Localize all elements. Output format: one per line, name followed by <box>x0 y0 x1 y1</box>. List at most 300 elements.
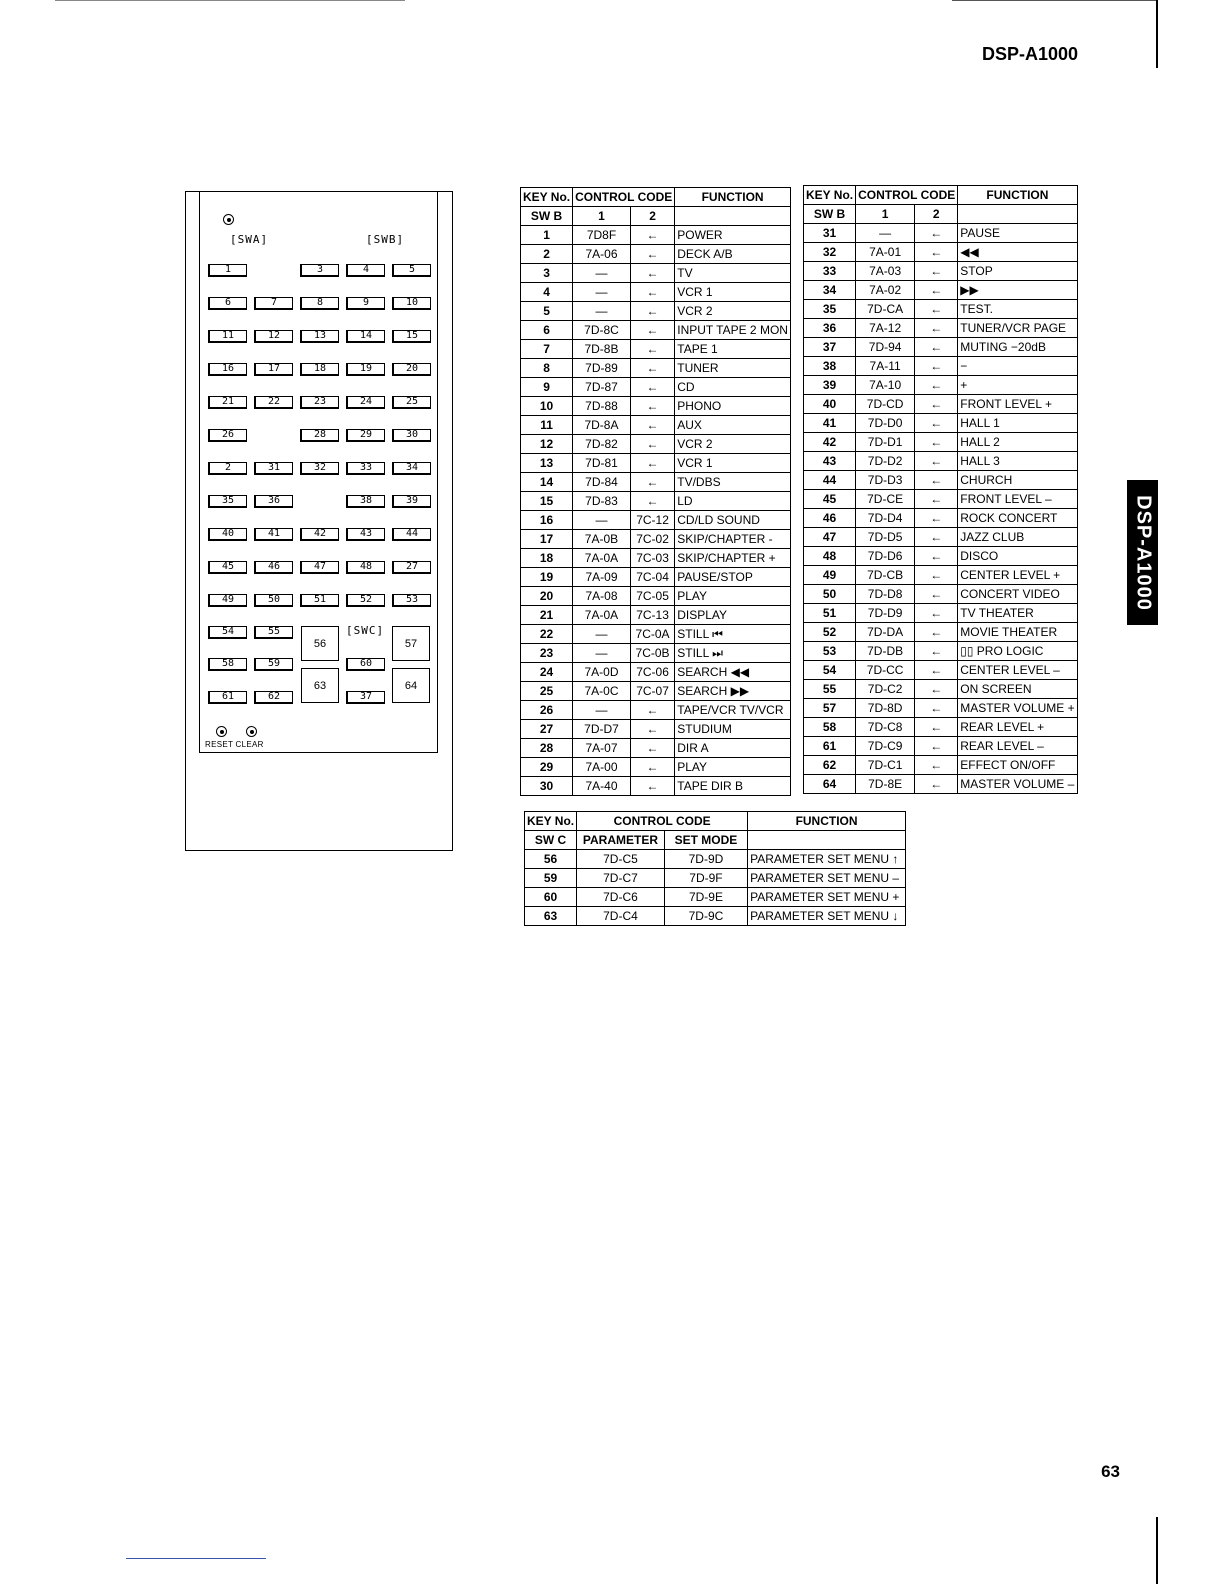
control-code-1: 7A-09 <box>573 568 631 587</box>
table-row <box>521 530 791 549</box>
table-row <box>521 739 791 758</box>
reset-switch-icon <box>216 726 227 737</box>
remote-key-large: 57 <box>392 626 430 661</box>
remote-key: 10 <box>392 297 431 310</box>
function-label: FRONT LEVEL – <box>958 490 1077 509</box>
control-code-1: 7D-83 <box>573 492 631 511</box>
function-label: INPUT TAPE 2 MON <box>675 321 791 340</box>
remote-key-large: 56 <box>301 626 339 661</box>
remote-diagram <box>185 191 453 851</box>
key-number: 51 <box>804 604 856 623</box>
function-label: VCR 2 <box>675 302 791 321</box>
remote-key: 44 <box>392 528 431 541</box>
table-row <box>804 357 1078 376</box>
remote-key: 30 <box>392 429 431 442</box>
function-label: CD/LD SOUND <box>675 511 791 530</box>
key-number: 12 <box>521 435 573 454</box>
key-number: 8 <box>521 359 573 378</box>
control-code-1: 7D-D4 <box>856 509 915 528</box>
subheader-parameter: PARAMETER <box>577 831 665 850</box>
table-row <box>804 281 1078 300</box>
control-code-2: 7C-07 <box>630 682 674 701</box>
subheader-sw: SW C <box>525 831 577 850</box>
remote-key: 62 <box>254 691 293 704</box>
remote-key: 49 <box>208 594 247 607</box>
page-number: 63 <box>1101 1462 1120 1481</box>
table-row <box>521 321 791 340</box>
remote-key: 22 <box>254 396 293 409</box>
table-row <box>804 661 1078 680</box>
remote-key: 6 <box>208 297 247 310</box>
control-code-2: ← <box>915 338 958 357</box>
function-label: TV <box>675 264 791 283</box>
remote-key: 40 <box>208 528 247 541</box>
control-code-1: 7D-D3 <box>856 471 915 490</box>
control-code-2: ← <box>915 471 958 490</box>
control-code-2: ← <box>630 264 674 283</box>
control-code-1: — <box>573 644 631 663</box>
table-row <box>525 869 906 888</box>
control-code-1: 7A-06 <box>573 245 631 264</box>
key-number: 6 <box>521 321 573 340</box>
control-code-1: 7D-82 <box>573 435 631 454</box>
control-code-2: ← <box>630 701 674 720</box>
remote-key: 50 <box>254 594 293 607</box>
remote-key: 2 <box>208 462 247 475</box>
remote-key: 38 <box>346 495 385 508</box>
control-code-2: ← <box>630 359 674 378</box>
function-label: LD <box>675 492 791 511</box>
table-row <box>521 397 791 416</box>
key-number: 25 <box>521 682 573 701</box>
table-row <box>804 509 1078 528</box>
key-number: 56 <box>525 850 577 869</box>
remote-key: 3 <box>300 264 339 277</box>
function-label: PLAY <box>675 587 791 606</box>
table-row <box>521 682 791 701</box>
remote-key: 11 <box>208 330 247 343</box>
control-code-1: 7D-8D <box>856 699 915 718</box>
key-number: 62 <box>804 756 856 775</box>
key-number: 55 <box>804 680 856 699</box>
key-number: 35 <box>804 300 856 319</box>
col-header-key-no: KEY No. <box>525 812 577 831</box>
control-code-1: 7D-87 <box>573 378 631 397</box>
control-code-2: ← <box>630 435 674 454</box>
control-code-2: ← <box>630 226 674 245</box>
control-code-2: ← <box>915 509 958 528</box>
function-label: VCR 1 <box>675 283 791 302</box>
control-code-1: 7D-D1 <box>856 433 915 452</box>
table-row <box>804 376 1078 395</box>
control-code-2: ← <box>915 699 958 718</box>
function-label: VCR 1 <box>675 454 791 473</box>
control-code-2: ← <box>915 604 958 623</box>
control-code-1: 7A-07 <box>573 739 631 758</box>
remote-key: 7 <box>254 297 293 310</box>
control-code-2: 7C-13 <box>630 606 674 625</box>
remote-key: 23 <box>300 396 339 409</box>
control-code-2: ← <box>915 300 958 319</box>
subheader-code-1: 1 <box>573 207 631 226</box>
remote-key: 24 <box>346 396 385 409</box>
function-label: SKIP/CHAPTER + <box>675 549 791 568</box>
remote-key: 16 <box>208 363 247 376</box>
table-row <box>804 623 1078 642</box>
remote-key: 47 <box>300 561 339 574</box>
function-label: TUNER/VCR PAGE <box>958 319 1077 338</box>
control-code-2: 7C-02 <box>630 530 674 549</box>
key-number: 31 <box>804 224 856 243</box>
key-number: 59 <box>525 869 577 888</box>
key-number: 1 <box>521 226 573 245</box>
table-row <box>804 680 1078 699</box>
control-code-2: ← <box>630 454 674 473</box>
function-label: PARAMETER SET MENU – <box>748 869 906 888</box>
control-code-1: 7D-C4 <box>577 907 665 926</box>
key-number: 23 <box>521 644 573 663</box>
key-number: 27 <box>521 720 573 739</box>
key-number: 14 <box>521 473 573 492</box>
control-code-1: 7A-08 <box>573 587 631 606</box>
key-number: 30 <box>521 777 573 796</box>
remote-key: 12 <box>254 330 293 343</box>
table-row <box>521 302 791 321</box>
table-row <box>804 414 1078 433</box>
control-code-2: ← <box>915 452 958 471</box>
table-row <box>804 338 1078 357</box>
key-number: 26 <box>521 701 573 720</box>
remote-key: 20 <box>392 363 431 376</box>
function-label: MOVIE THEATER <box>958 623 1077 642</box>
table-row <box>525 907 906 926</box>
col-header-control-code: CONTROL CODE <box>856 186 958 205</box>
table-row <box>804 224 1078 243</box>
remote-key: 8 <box>300 297 339 310</box>
key-number: 40 <box>804 395 856 414</box>
function-label: DECK A/B <box>675 245 791 264</box>
remote-key: 51 <box>300 594 339 607</box>
function-label: CHURCH <box>958 471 1077 490</box>
table-row <box>804 718 1078 737</box>
remote-key: 59 <box>254 658 293 671</box>
table-row <box>521 758 791 777</box>
col-header-key-no: KEY No. <box>804 186 856 205</box>
table-row <box>804 452 1078 471</box>
remote-key: 36 <box>254 495 293 508</box>
control-code-1: 7D-DA <box>856 623 915 642</box>
table-row <box>521 435 791 454</box>
control-code-2: ← <box>630 739 674 758</box>
remote-key: 29 <box>346 429 385 442</box>
control-code-2: ← <box>915 433 958 452</box>
function-label: SEARCH ▶▶ <box>675 682 791 701</box>
control-code-1: — <box>856 224 915 243</box>
remote-key-large: 63 <box>301 668 339 703</box>
table-row <box>521 644 791 663</box>
function-label: PAUSE <box>958 224 1077 243</box>
control-code-1: 7D-8B <box>573 340 631 359</box>
table-row <box>804 547 1078 566</box>
table-row <box>804 737 1078 756</box>
top-rule-right <box>952 0 1157 1</box>
remote-key: 32 <box>300 462 339 475</box>
function-label: PAUSE/STOP <box>675 568 791 587</box>
key-number: 42 <box>804 433 856 452</box>
control-code-1: 7A-11 <box>856 357 915 376</box>
control-code-1: — <box>573 283 631 302</box>
function-label: FRONT LEVEL + <box>958 395 1077 414</box>
table-row <box>521 549 791 568</box>
function-label: + <box>958 376 1077 395</box>
table-row <box>521 492 791 511</box>
function-label: VCR 2 <box>675 435 791 454</box>
control-code-1: 7D-88 <box>573 397 631 416</box>
control-code-1: 7D-84 <box>573 473 631 492</box>
function-label: CENTER LEVEL – <box>958 661 1077 680</box>
key-number: 49 <box>804 566 856 585</box>
function-label: TAPE 1 <box>675 340 791 359</box>
table-row <box>521 283 791 302</box>
table-row <box>804 319 1078 338</box>
key-number: 34 <box>804 281 856 300</box>
function-label: HALL 2 <box>958 433 1077 452</box>
function-label: HALL 3 <box>958 452 1077 471</box>
control-code-2: ← <box>630 397 674 416</box>
table-row <box>804 566 1078 585</box>
function-label: MUTING −20dB <box>958 338 1077 357</box>
clear-switch-icon <box>246 726 257 737</box>
key-number: 37 <box>804 338 856 357</box>
control-code-1: 7A-0A <box>573 606 631 625</box>
control-code-1: 7D-D6 <box>856 547 915 566</box>
key-number: 18 <box>521 549 573 568</box>
table-row <box>804 604 1078 623</box>
table-row <box>521 454 791 473</box>
function-label: TAPE/VCR TV/VCR <box>675 701 791 720</box>
key-number: 10 <box>521 397 573 416</box>
function-label: STILL ⏮ <box>675 625 791 644</box>
remote-key: 1 <box>208 264 247 277</box>
control-code-1: 7D-D0 <box>856 414 915 433</box>
control-code-2: ← <box>915 547 958 566</box>
function-label: DISPLAY <box>675 606 791 625</box>
subheader-sw: SW B <box>804 205 856 224</box>
table-row <box>525 850 906 869</box>
function-label: ON SCREEN <box>958 680 1077 699</box>
remote-key: 28 <box>300 429 339 442</box>
control-code-1: 7D-C5 <box>577 850 665 869</box>
control-code-2: ← <box>915 775 958 794</box>
key-number: 47 <box>804 528 856 547</box>
table-row <box>804 490 1078 509</box>
control-code-1: 7D-C6 <box>577 888 665 907</box>
control-code-2: ← <box>915 642 958 661</box>
control-code-1: 7D-D7 <box>573 720 631 739</box>
table-row <box>804 775 1078 794</box>
control-code-2: ← <box>915 376 958 395</box>
control-code-2: ← <box>915 490 958 509</box>
control-code-2: ← <box>630 492 674 511</box>
key-number: 15 <box>521 492 573 511</box>
control-code-2: ← <box>915 414 958 433</box>
key-number: 39 <box>804 376 856 395</box>
function-label: PARAMETER SET MENU ↑ <box>748 850 906 869</box>
function-label: ROCK CONCERT <box>958 509 1077 528</box>
control-code-1: 7A-10 <box>856 376 915 395</box>
function-label: PARAMETER SET MENU + <box>748 888 906 907</box>
control-code-1: — <box>573 625 631 644</box>
table-row <box>521 416 791 435</box>
table-row <box>521 777 791 796</box>
subheader-blank <box>675 207 791 226</box>
control-code-2: ← <box>915 623 958 642</box>
function-label: MASTER VOLUME + <box>958 699 1077 718</box>
function-label: TV/DBS <box>675 473 791 492</box>
function-label: REAR LEVEL + <box>958 718 1077 737</box>
subheader-set-mode: SET MODE <box>664 831 747 850</box>
control-code-2: ← <box>630 321 674 340</box>
control-code-1: 7D-94 <box>856 338 915 357</box>
key-number: 52 <box>804 623 856 642</box>
table-row <box>521 226 791 245</box>
function-label: CONCERT VIDEO <box>958 585 1077 604</box>
control-code-2: ← <box>630 777 674 796</box>
margin-rule-bottom <box>1156 1517 1158 1584</box>
remote-key: 60 <box>346 658 385 671</box>
table-row <box>804 585 1078 604</box>
remote-key: 42 <box>300 528 339 541</box>
control-code-2: 7C-05 <box>630 587 674 606</box>
control-code-1: 7A-0A <box>573 549 631 568</box>
control-code-1: 7A-0B <box>573 530 631 549</box>
control-code-2: ← <box>630 302 674 321</box>
control-code-1: 7D-81 <box>573 454 631 473</box>
table-row <box>521 340 791 359</box>
key-number: 64 <box>804 775 856 794</box>
control-code-2: 7D-9E <box>664 888 747 907</box>
control-code-2: ← <box>915 528 958 547</box>
control-code-1: 7D-D8 <box>856 585 915 604</box>
control-code-2: 7D-9F <box>664 869 747 888</box>
control-code-2: 7C-04 <box>630 568 674 587</box>
key-number: 24 <box>521 663 573 682</box>
col-header-key-no: KEY No. <box>521 188 573 207</box>
remote-key: 4 <box>346 264 385 277</box>
function-label: PARAMETER SET MENU ↓ <box>748 907 906 926</box>
remote-key: 34 <box>392 462 431 475</box>
function-label: TAPE DIR B <box>675 777 791 796</box>
table-row <box>521 663 791 682</box>
key-number: 3 <box>521 264 573 283</box>
remote-key: 41 <box>254 528 293 541</box>
key-number: 13 <box>521 454 573 473</box>
key-number: 5 <box>521 302 573 321</box>
function-label: PLAY <box>675 758 791 777</box>
key-number: 17 <box>521 530 573 549</box>
key-number: 19 <box>521 568 573 587</box>
control-code-2: ← <box>630 758 674 777</box>
table-row <box>804 756 1078 775</box>
key-number: 44 <box>804 471 856 490</box>
control-code-2: ← <box>915 680 958 699</box>
remote-key-large: 64 <box>392 668 430 703</box>
key-number: 45 <box>804 490 856 509</box>
table-row <box>804 528 1078 547</box>
control-code-2: ← <box>630 720 674 739</box>
key-number: 61 <box>804 737 856 756</box>
key-number: 28 <box>521 739 573 758</box>
control-code-2: 7C-06 <box>630 663 674 682</box>
control-code-1: 7A-12 <box>856 319 915 338</box>
control-code-1: 7D-8E <box>856 775 915 794</box>
function-label: EFFECT ON/OFF <box>958 756 1077 775</box>
remote-key: 45 <box>208 561 247 574</box>
control-code-2: ← <box>630 378 674 397</box>
control-code-2: 7C-0A <box>630 625 674 644</box>
function-label: POWER <box>675 226 791 245</box>
control-code-1: 7D-D2 <box>856 452 915 471</box>
subheader-code-2: 2 <box>915 205 958 224</box>
remote-key-panel <box>199 192 438 753</box>
col-header-function: FUNCTION <box>748 812 906 831</box>
key-number: 50 <box>804 585 856 604</box>
table-row <box>804 300 1078 319</box>
control-code-2: 7C-03 <box>630 549 674 568</box>
key-number: 32 <box>804 243 856 262</box>
control-code-1: 7D-D5 <box>856 528 915 547</box>
table-row <box>521 568 791 587</box>
control-code-2: ← <box>915 262 958 281</box>
key-number: 57 <box>804 699 856 718</box>
control-code-1: — <box>573 264 631 283</box>
control-code-2: 7D-9C <box>664 907 747 926</box>
control-code-1: 7A-0C <box>573 682 631 701</box>
control-code-1: 7D-DB <box>856 642 915 661</box>
control-code-2: ← <box>630 283 674 302</box>
key-number: 46 <box>804 509 856 528</box>
table-row <box>804 395 1078 414</box>
function-label: ▯▯ PRO LOGIC <box>958 642 1077 661</box>
control-code-2: 7C-0B <box>630 644 674 663</box>
remote-key: 33 <box>346 462 385 475</box>
control-code-2: ← <box>630 245 674 264</box>
table-row <box>804 262 1078 281</box>
control-code-2: ← <box>915 566 958 585</box>
transmit-led-icon <box>223 214 234 225</box>
sw-c-label: [SWC] <box>346 624 385 637</box>
key-number: 41 <box>804 414 856 433</box>
remote-key: 46 <box>254 561 293 574</box>
control-code-1: 7D8F <box>573 226 631 245</box>
table-row <box>521 473 791 492</box>
control-code-1: 7D-C2 <box>856 680 915 699</box>
remote-key: 18 <box>300 363 339 376</box>
control-code-1: 7D-CD <box>856 395 915 414</box>
subheader-blank <box>748 831 906 850</box>
table-row <box>521 264 791 283</box>
table-row <box>521 245 791 264</box>
control-code-1: 7D-C1 <box>856 756 915 775</box>
control-code-2: ← <box>915 243 958 262</box>
control-code-1: 7A-02 <box>856 281 915 300</box>
function-label: TUNER <box>675 359 791 378</box>
function-label: MASTER VOLUME – <box>958 775 1077 794</box>
side-tab-label: DSP-A1000 <box>1132 494 1154 611</box>
remote-key: 17 <box>254 363 293 376</box>
control-code-1: 7D-8A <box>573 416 631 435</box>
remote-key: 5 <box>392 264 431 277</box>
